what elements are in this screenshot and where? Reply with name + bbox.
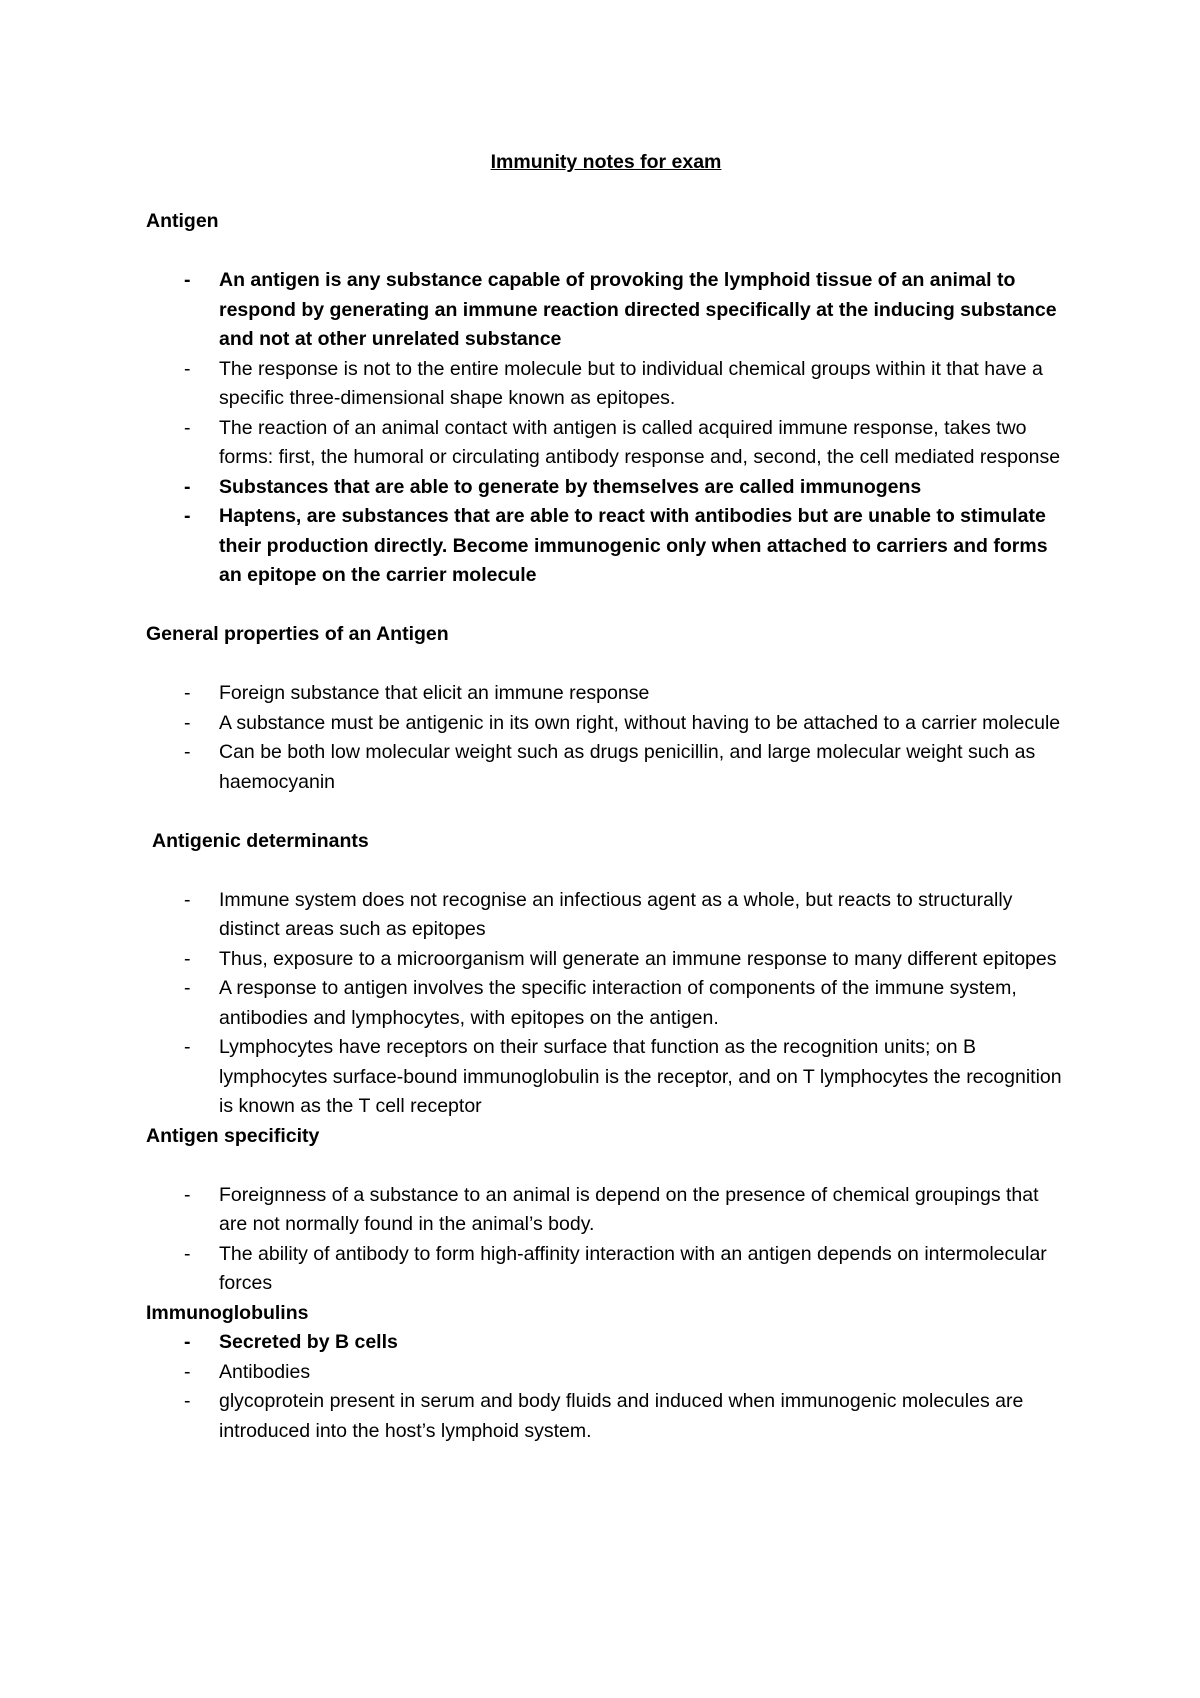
list-item: - Thus, exposure to a microorganism will generate an immune response to many different epitopes [146,945,1066,975]
document-body [146,148,1066,1446]
antigenic-determinants-list [146,886,1066,1122]
list-item: - The reaction of an animal contact with antigen is called acquired immune response, takes two forms: first, the humoral or circulating antibody response and, second, the cell mediated response [146,414,1066,473]
list-item: - Lymphocytes have receptors on their surface that function as the recognition units; on B lymphocytes surface-bound immunoglobulin is the receptor, and on T lymphocytes the recognition is known as the T cell receptor [146,1033,1066,1122]
bullet-dash: - [184,269,191,291]
bullet-dash: - [184,1242,191,1265]
list-item: - Haptens, are substances that are able to react with antibodies but are unable to stimulate their production directly. Become immunogenic only when attached to carriers and forms an epitope on the carrier molecule [146,502,1066,591]
bullet-dash: - [184,416,191,439]
bullet-dash: - [184,1331,191,1353]
list-item: - Foreignness of a substance to an animal is depend on the presence of chemical groupings that are not normally found in the animal’s body. [146,1181,1066,1240]
bullet-dash: - [184,475,191,498]
list-item: - Foreign substance that elicit an immune response [146,679,1066,709]
bullet-dash: - [184,977,191,999]
section-heading-general-properties: General properties of an Antigen [146,623,449,645]
list-item: - A response to antigen involves the specific interaction of components of the immune system, antibodies and lymphocytes, with epitopes on the antigen. [146,974,1066,1033]
list-item: - The response is not to the entire molecule but to individual chemical groups within it that have a specific three-dimensional shape known as epitopes. [146,355,1066,414]
bullet-dash: - [184,357,191,380]
list-item: - An antigen is any substance capable of provoking the lymphoid tissue of an animal to respond by generating an immune reaction directed specifically at the inducing substance and not at other unrelated substance [146,266,1066,355]
antigen-specificity-list [146,1181,1066,1299]
antigen-list [146,266,1066,591]
bullet-dash: - [184,741,191,763]
bullet-dash: - [184,947,191,970]
list-item: - The ability of antibody to form high-affinity interaction with an antigen depends on intermolecular forces [146,1240,1066,1299]
bullet-dash: - [184,682,191,704]
list-item: - A substance must be antigenic in its own right, without having to be attached to a carrier molecule [146,709,1066,739]
page-title: Immunity notes for exam [490,151,722,173]
list-item: - Secreted by B cells [146,1328,1066,1358]
bullet-dash: - [184,711,191,734]
section-heading-antigenic-determinants: Antigenic determinants [152,829,369,852]
list-item: - Substances that are able to generate by themselves are called immunogens [146,473,1066,503]
immunoglobulins-list [146,1328,1066,1446]
section-heading-antigen-specificity: Antigen specificity [146,1124,320,1147]
general-properties-list [146,679,1066,797]
section-heading-antigen: Antigen [146,210,219,232]
bullet-dash: - [184,888,191,911]
list-item: - glycoprotein present in serum and body fluids and induced when immunogenic molecules are introduced into the host’s lymphoid system. [146,1387,1066,1446]
bullet-dash: - [184,1360,191,1383]
bullet-dash: - [184,1183,191,1206]
bullet-dash: - [184,505,191,527]
list-item: - Immune system does not recognise an infectious agent as a whole, but reacts to structurally distinct areas such as epitopes [146,886,1066,945]
bullet-dash: - [184,1036,191,1058]
list-item: - Antibodies [146,1358,1066,1388]
section-heading-immunoglobulins: Immunoglobulins [146,1301,309,1324]
list-item: - Can be both low molecular weight such as drugs penicillin, and large molecular weight such as haemocyanin [146,738,1066,797]
bullet-dash: - [184,1390,191,1412]
